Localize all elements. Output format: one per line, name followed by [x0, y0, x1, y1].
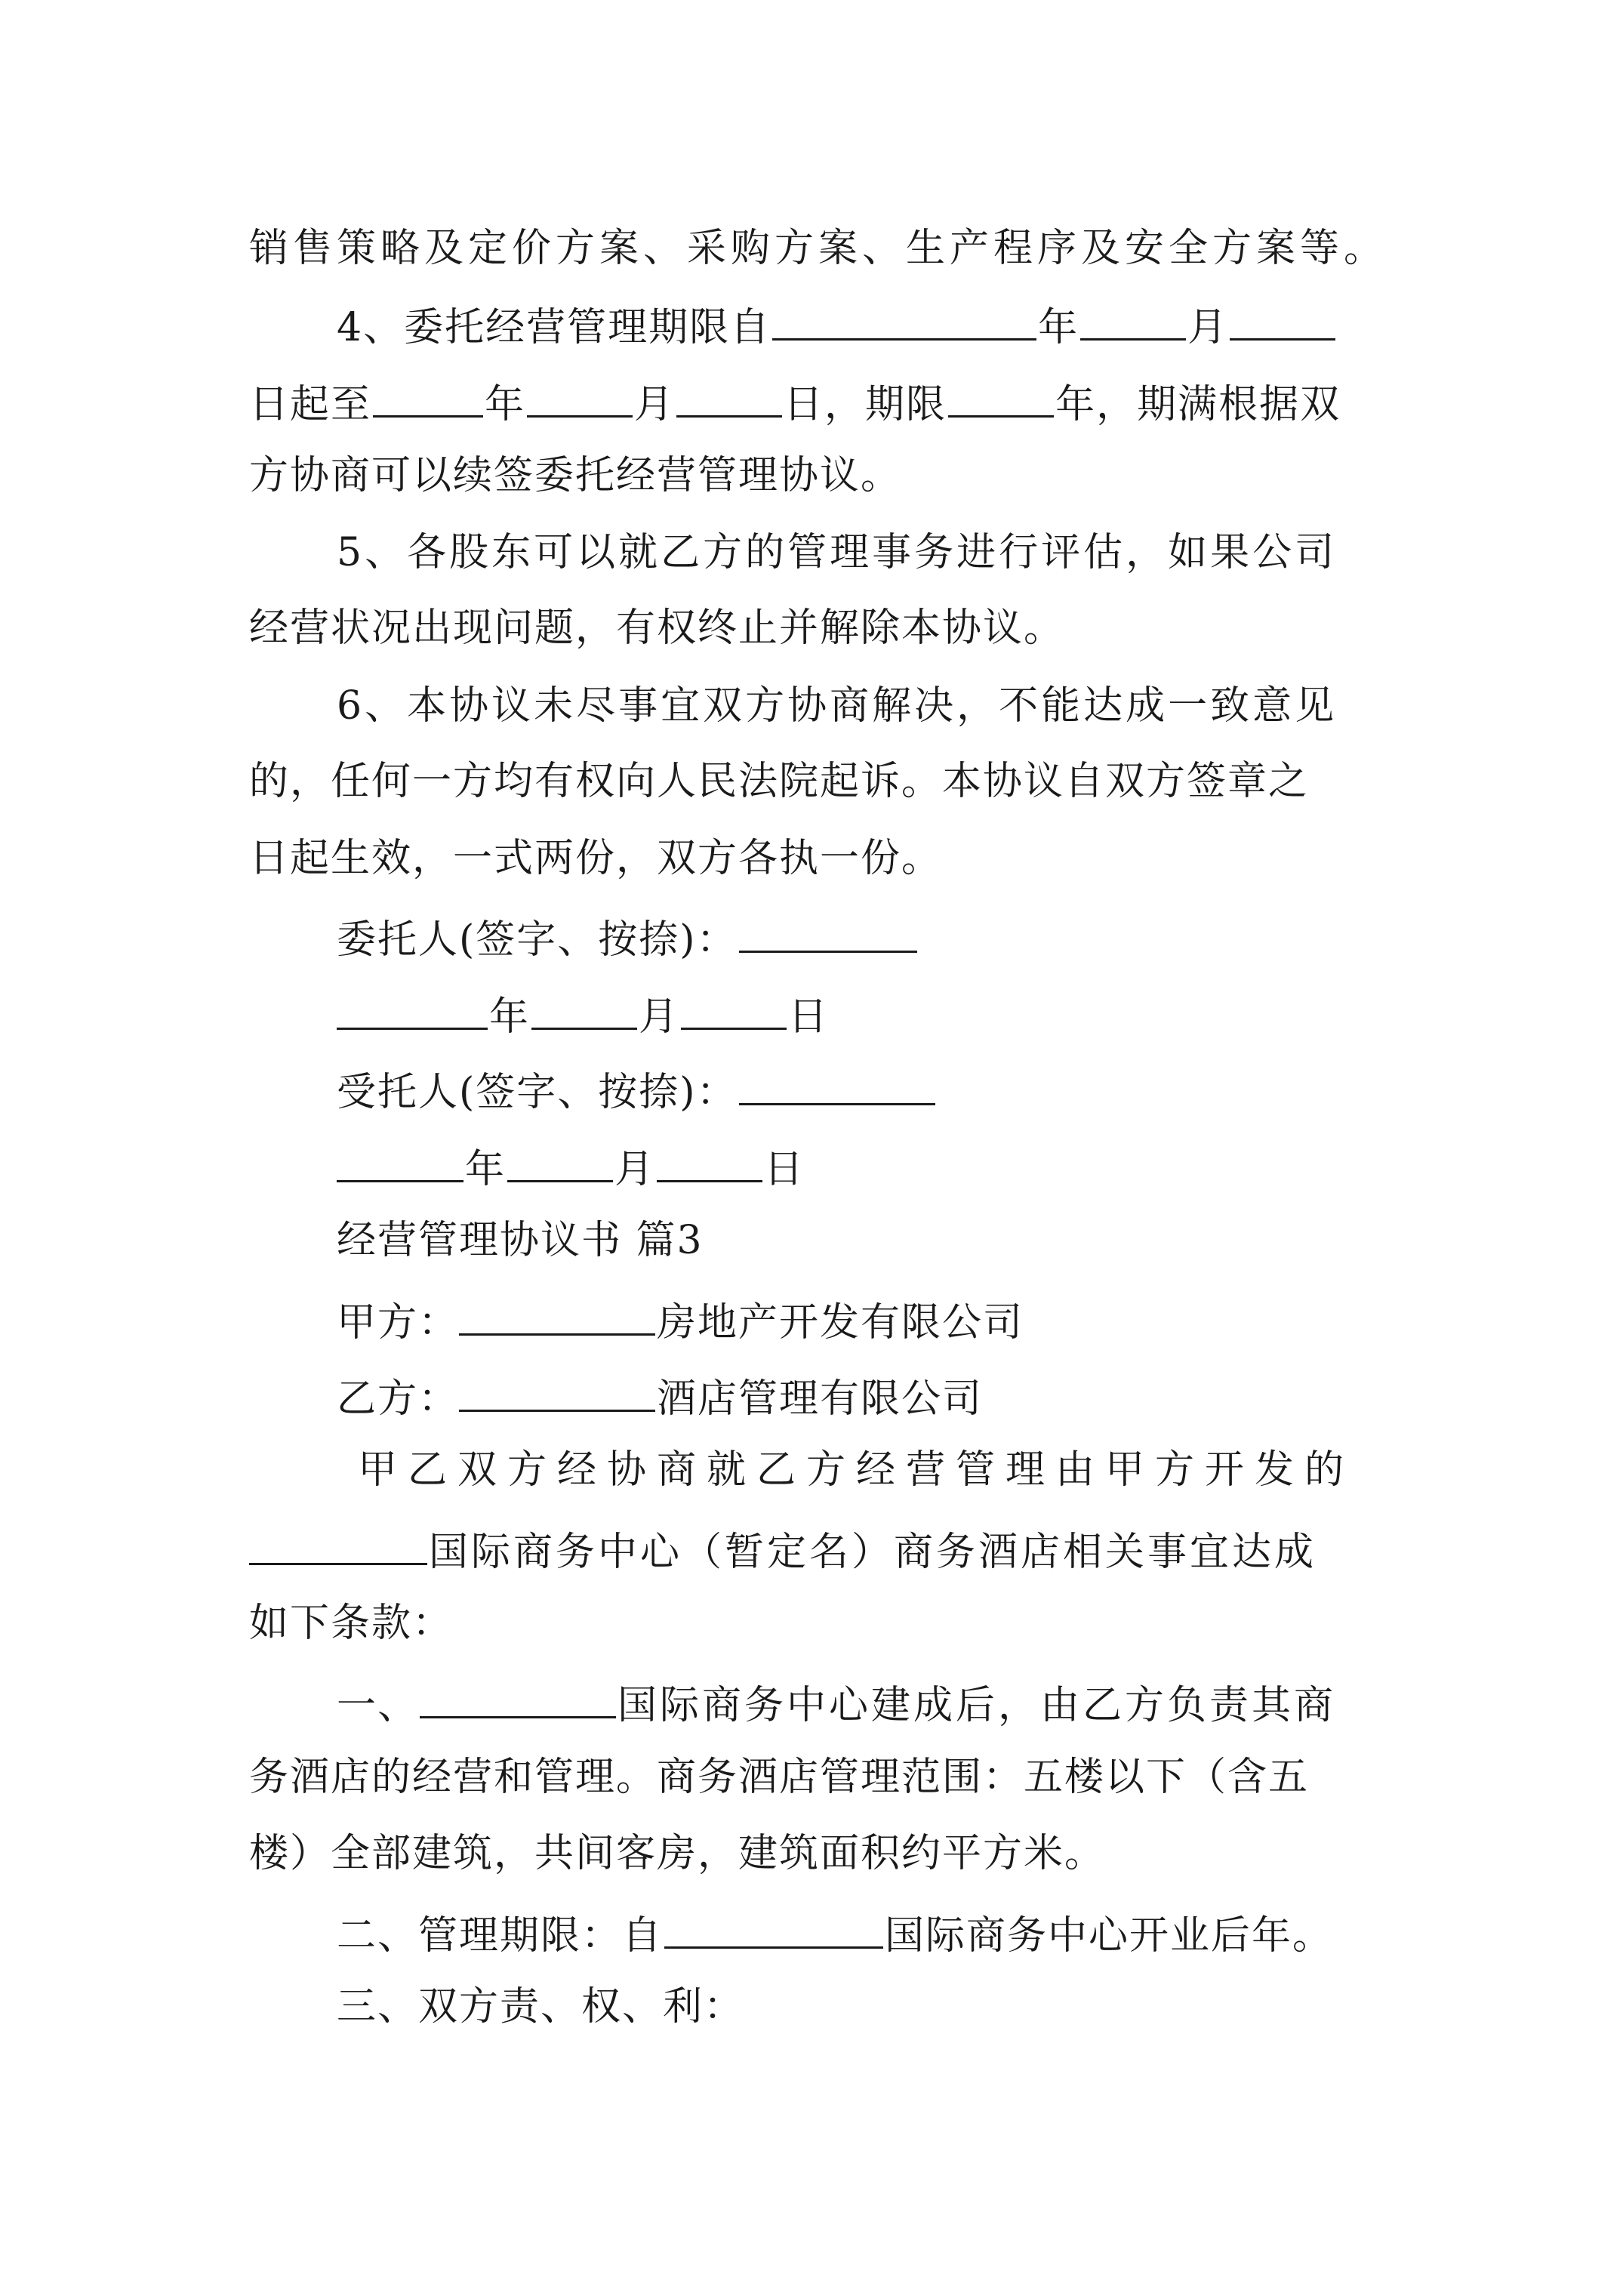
text-line — [337, 1674, 1336, 1727]
term-label: 日，期限 — [784, 382, 947, 427]
section-heading — [337, 1214, 704, 1267]
text-line — [337, 1904, 1333, 1957]
month-label: 月 — [1187, 305, 1229, 350]
text-line — [337, 908, 919, 961]
blank-field — [373, 373, 483, 418]
text-line — [337, 1980, 744, 2033]
blank-field — [337, 1138, 463, 1182]
blank-field — [249, 1521, 427, 1565]
text-line — [249, 1751, 1309, 1804]
heading-text: 经营管理协议书 篇3 — [337, 1218, 704, 1263]
paragraph-text: 国际商务中心（暂定名）商务酒店相关事宜达成 — [429, 1530, 1317, 1575]
party-a-company: 房地产开发有限公司 — [657, 1300, 1024, 1345]
text-line — [337, 1138, 805, 1191]
text-line — [249, 449, 901, 502]
clause-5-text: 5、各股东可以就乙方的管理事务进行评估，如果公司 — [337, 530, 1338, 575]
blank-field — [681, 985, 787, 1030]
text-line — [249, 373, 1341, 426]
renewal-text: 年，期满根据双 — [1055, 382, 1341, 427]
party-b-company: 酒店管理有限公司 — [657, 1376, 984, 1422]
text-line — [249, 755, 1309, 808]
blank-field — [1230, 296, 1335, 341]
clause-6-text: 6、本协议未尽事宜双方协商解决，不能达成一致意见 — [337, 683, 1338, 729]
blank-field — [337, 985, 488, 1030]
item-number: 一、 — [337, 1683, 419, 1728]
text-line — [337, 1291, 1024, 1344]
year-label: 年 — [1038, 305, 1079, 350]
blank-field — [507, 1138, 613, 1182]
party-b-label: 乙方： — [337, 1376, 460, 1422]
month-label: 月 — [614, 1147, 656, 1192]
text-line — [337, 985, 829, 1038]
paragraph-text: 楼）全部建筑，共间客房，建筑面积约平方米。 — [249, 1831, 1106, 1876]
signature-blank — [739, 1061, 935, 1105]
clause-4-text: 4、委托经营管理期限自 — [337, 305, 771, 350]
paragraph-text: 经营状况出现问题，有权终止并解除本协议。 — [249, 606, 1065, 651]
party-a-label: 甲方： — [337, 1300, 460, 1345]
paragraph-text: 如下条款： — [249, 1601, 454, 1646]
paragraph-text: 三、双方责、权、利： — [337, 1984, 745, 2029]
blank-field — [531, 985, 637, 1030]
blank-field — [420, 1674, 616, 1718]
blank-field — [664, 1904, 883, 1949]
date-text: 日起至 — [249, 382, 372, 427]
paragraph-text: 日起生效，一式两份，双方各执一份。 — [249, 836, 943, 881]
paragraph-text: 的，任何一方均有权向人民法院起诉。本协议自双方签章之 — [249, 759, 1310, 804]
text-line — [249, 832, 942, 885]
year-label: 年 — [489, 994, 531, 1040]
text-line — [249, 222, 1387, 275]
blank-field — [527, 373, 633, 418]
term-clause-label: 二、管理期限：自 — [337, 1913, 664, 1959]
agent-signature-label: 受托人(签字、按捺)： — [337, 1070, 738, 1115]
paragraph-text: 务酒店的经营和管理。商务酒店管理范围：五楼以下（含五 — [249, 1755, 1310, 1800]
year-label: 年 — [485, 382, 526, 427]
month-label: 月 — [639, 994, 680, 1040]
day-label: 日 — [764, 1147, 805, 1192]
blank-field — [1080, 296, 1186, 341]
signature-blank — [739, 908, 917, 953]
paragraph-text: 国际商务中心建成后，由乙方负责其商 — [617, 1683, 1337, 1728]
day-label: 日 — [788, 994, 830, 1040]
text-line — [249, 1521, 1317, 1573]
text-line — [249, 1597, 453, 1650]
paragraph-text: 方协商可以续签委托经营管理协议。 — [249, 453, 902, 498]
text-line — [337, 526, 1337, 579]
blank-field — [772, 296, 1036, 341]
year-label: 年 — [465, 1147, 507, 1192]
text-line — [249, 1827, 1105, 1880]
blank-field — [657, 1138, 762, 1182]
blank-field — [459, 1291, 655, 1336]
principal-signature-label: 委托人(签字、按捺)： — [337, 917, 738, 963]
text-line — [337, 1367, 983, 1420]
text-line — [358, 1444, 1354, 1496]
month-label: 月 — [634, 382, 676, 427]
blank-field — [459, 1367, 655, 1412]
text-line — [337, 296, 1337, 349]
blank-field — [948, 373, 1054, 418]
paragraph-text: 销售策略及定价方案、采购方案、生产程序及安全方案等。 — [249, 226, 1388, 271]
text-line — [249, 602, 1064, 655]
text-line — [337, 1061, 937, 1114]
text-line — [337, 680, 1337, 732]
blank-field — [676, 373, 782, 418]
paragraph-text: 国际商务中心开业后年。 — [885, 1913, 1334, 1959]
paragraph-text: 甲乙双方经协商就乙方经营管理由甲方开发的 — [358, 1447, 1355, 1493]
